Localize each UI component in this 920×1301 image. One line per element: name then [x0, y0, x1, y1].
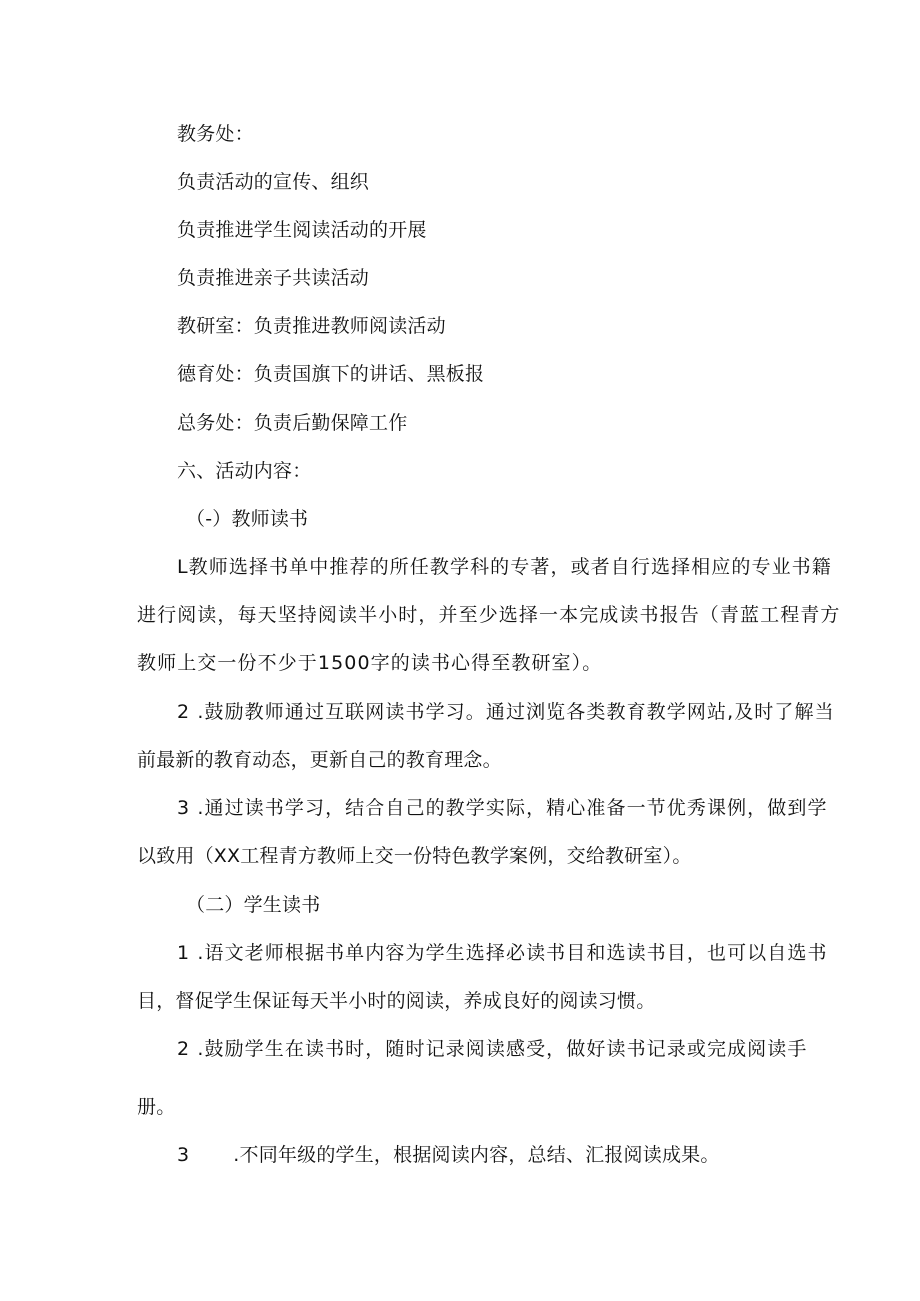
- paragraph-line: 2 .鼓励教师通过互联网读书学习。通过浏览各类教育教学网站,及时了解当: [177, 701, 835, 723]
- subsection-heading: （-）教师读书: [186, 508, 309, 530]
- paragraph-line: 1 .语文老师根据书单内容为学生选择必读书目和选读书目，也可以自选书: [177, 942, 828, 964]
- subsection-heading: （二）学生读书: [186, 894, 321, 916]
- paragraph-line: 负责推进学生阅读活动的开展: [177, 219, 427, 241]
- paragraph-line: L教师选择书单中推荐的所任教学科的专著，或者自行选择相应的专业书籍: [177, 556, 832, 578]
- paragraph-line: 德育处：负责国旗下的讲话、黑板报: [177, 363, 485, 385]
- paragraph-line: 3 .通过读书学习，结合自己的教学实际，精心准备一节优秀课例，做到学: [177, 797, 828, 819]
- paragraph-line: 2 .鼓励学生在读书时，随时记录阅读感受，做好读书记录或完成阅读手: [177, 1038, 808, 1060]
- section-heading: 六、活动内容：: [177, 460, 312, 482]
- paragraph-line: 前最新的教育动态，更新自己的教育理念。: [137, 749, 502, 771]
- paragraph-line: 目，督促学生保证每天半小时的阅读，养成良好的阅读习惯。: [137, 990, 656, 1012]
- paragraph-line: 总务处：负责后勤保障工作: [177, 412, 408, 434]
- paragraph-line: 负责推进亲子共读活动: [177, 267, 370, 289]
- item-number: 3: [177, 1144, 190, 1166]
- paragraph-line: 负责活动的宣传、组织: [177, 171, 370, 193]
- paragraph-line: 进行阅读，每天坚持阅读半小时，并至少选择一本完成读书报告（青蓝工程青方: [137, 604, 841, 626]
- paragraph-line: 教务处：: [177, 123, 254, 145]
- paragraph-line: 教师上交一份不少于1500字的读书心得至教研室）。: [137, 652, 603, 674]
- paragraph-line: [177, 1143, 720, 1167]
- item-text: .不同年级的学生，根据阅读内容，总结、汇报阅读成果。: [233, 1144, 720, 1166]
- paragraph-line: 册。: [137, 1096, 176, 1118]
- paragraph-line: 教研室：负责推进教师阅读活动: [177, 315, 446, 337]
- paragraph-line: 以致用（XX工程青方教师上交一份特色教学案例，交给教研室）。: [137, 845, 692, 867]
